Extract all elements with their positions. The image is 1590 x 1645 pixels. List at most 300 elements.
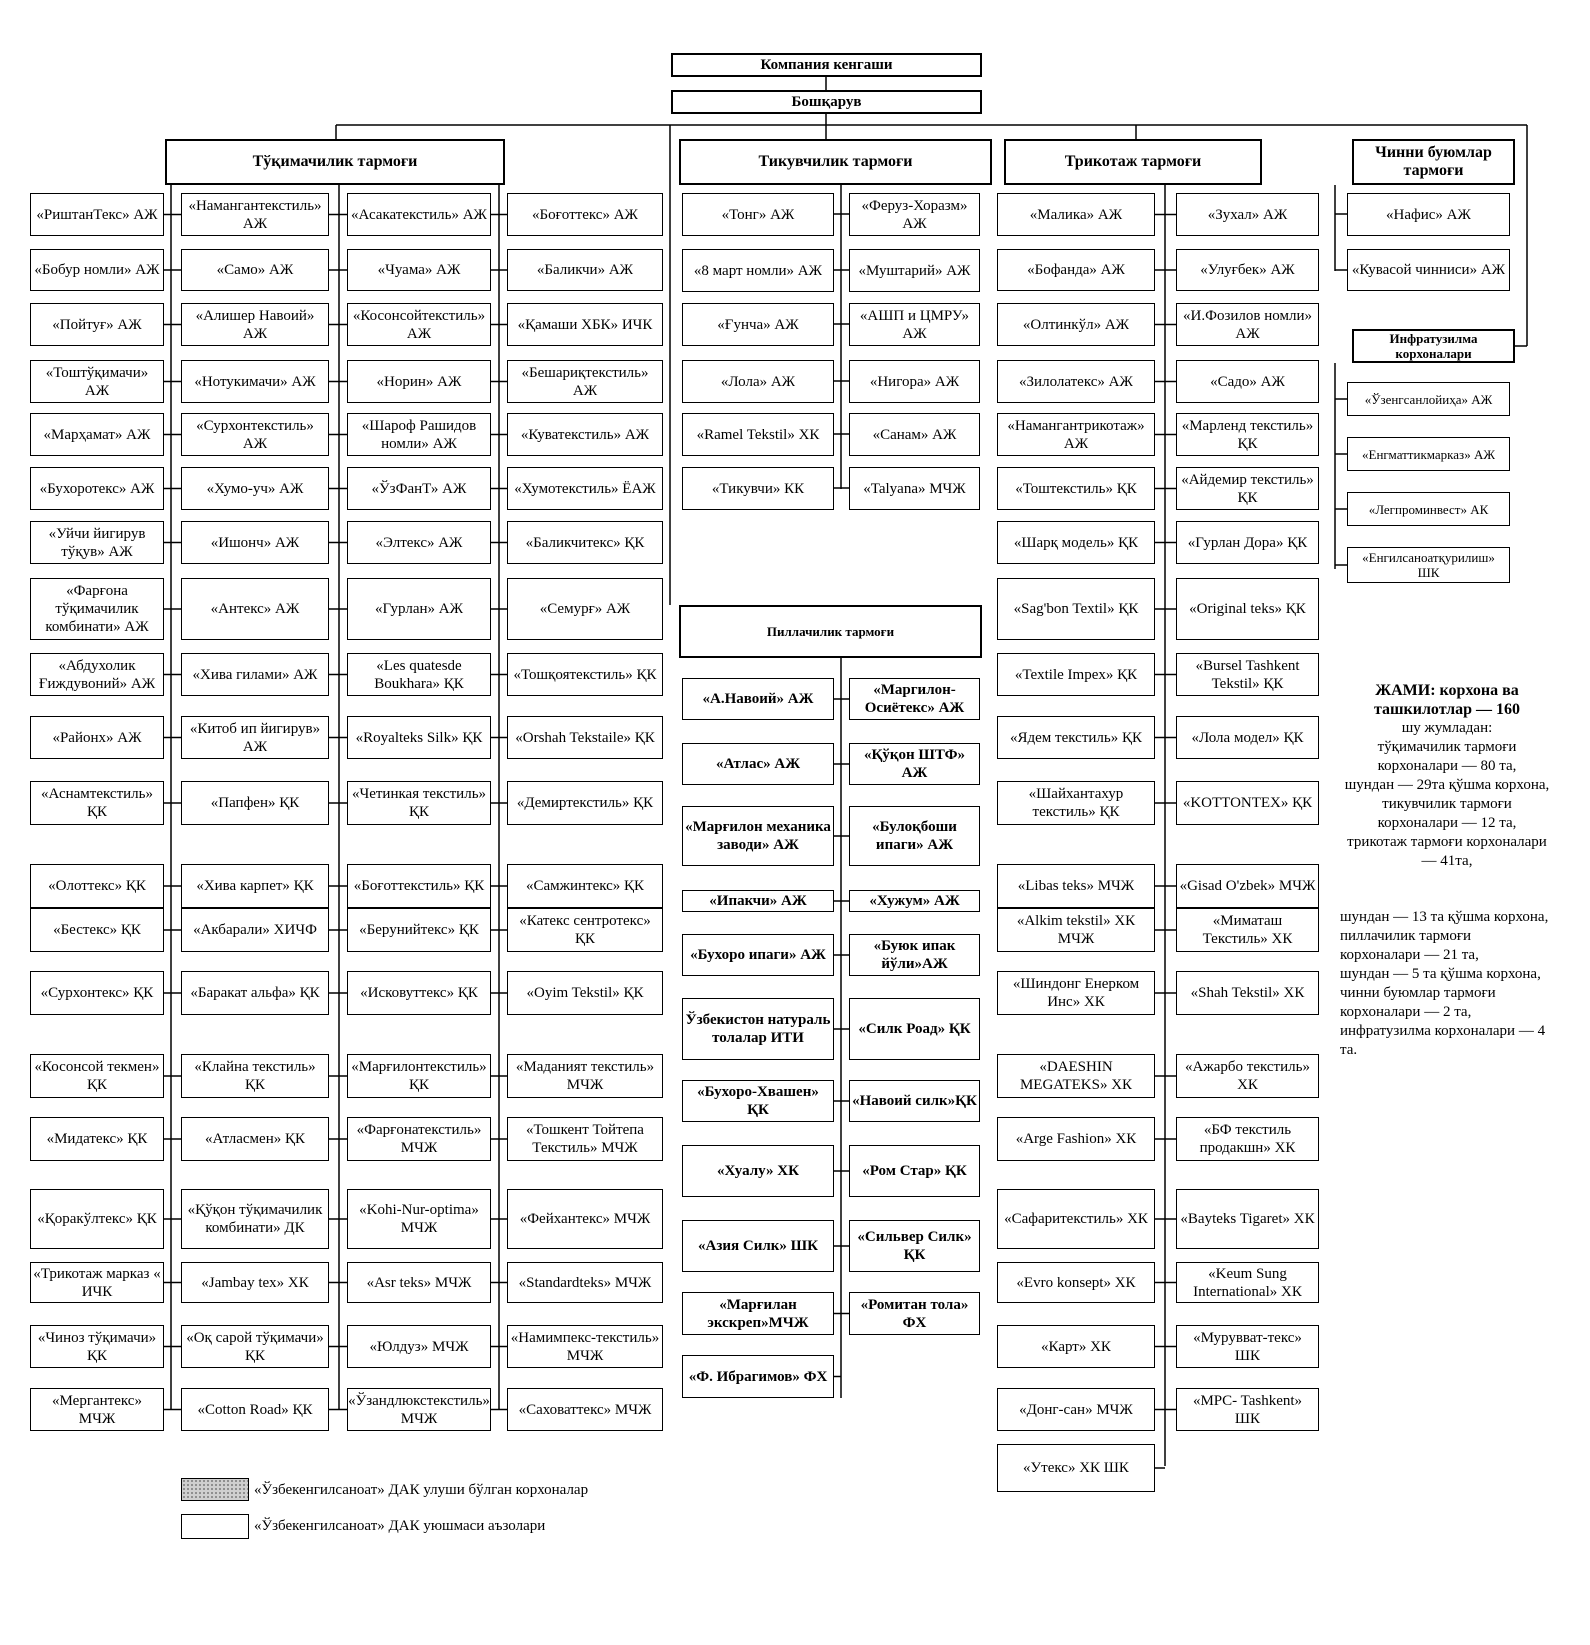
enterprise-box	[682, 467, 834, 510]
enterprise-label: «Сурхонтекс» ҚК	[40, 985, 154, 1001]
enterprise-label: «Карт» ХК	[1041, 1338, 1111, 1355]
enterprise-box	[997, 1325, 1155, 1368]
enterprise-box	[30, 864, 164, 908]
enterprise-box	[849, 1080, 980, 1122]
enterprise-label: «Папфен» ҚК	[210, 795, 300, 811]
enterprise-label: «Косонсой текмен» ҚК	[34, 1059, 160, 1093]
enterprise-box	[849, 467, 980, 510]
summary-line: шундан — 13 та қўшма корхона,	[1340, 909, 1549, 925]
enterprise-box	[682, 1145, 834, 1197]
enterprise-box	[1176, 1054, 1319, 1098]
enterprise-box	[181, 360, 329, 403]
enterprise-box	[181, 1117, 329, 1161]
enterprise-label: «Хужум» АЖ	[869, 893, 960, 909]
enterprise-box	[181, 467, 329, 510]
enterprise-box	[507, 653, 663, 696]
enterprise-label: «Ғунча» АЖ	[717, 316, 799, 333]
enterprise-box	[997, 578, 1155, 640]
enterprise-label: «Arge Fashion» ХК	[1015, 1131, 1137, 1147]
enterprise-label: «Легпроминвест» АК	[1368, 501, 1489, 517]
enterprise-label: «Bursel Tashkent Tekstil» ҚК	[1195, 657, 1300, 692]
enterprise-label: «8 март номли» АЖ	[693, 262, 823, 279]
enterprise-box	[30, 971, 164, 1015]
knitting-header: Трикотаж тармоғи	[1004, 139, 1262, 185]
enterprise-box	[682, 360, 834, 403]
enterprise-label: «Bayteks Tigaret» ХК	[1180, 1211, 1315, 1227]
summary-title: ЖАМИ: корхона ва ташкилотлар — 160	[1373, 682, 1521, 718]
enterprise-label: «Чиноз тўқимачи» ҚК	[37, 1329, 157, 1364]
enterprise-label: «Шарқ модель» ҚК	[1013, 534, 1139, 551]
enterprise-box	[1347, 547, 1510, 583]
enterprise-box	[997, 360, 1155, 403]
enterprise-label: «Самжинтекс» ҚК	[525, 878, 645, 894]
enterprise-label: «Олоттекс» ҚК	[48, 878, 146, 894]
enterprise-label: «Қўқон ШТФ» АЖ	[864, 747, 965, 781]
enterprise-label: «Семурғ» АЖ	[539, 601, 631, 617]
enterprise-box	[682, 1080, 834, 1122]
enterprise-label: «Енгилсаноатқурилиш» ШК	[1362, 550, 1495, 580]
enterprise-box	[347, 653, 491, 696]
enterprise-box	[682, 193, 834, 236]
enterprise-box	[682, 678, 834, 720]
enterprise-label: «Jambay tex» ХК	[201, 1274, 309, 1291]
enterprise-label: «DAESHIN MEGATEKS» ХК	[1019, 1059, 1133, 1093]
enterprise-label: «Мергантекс» МЧЖ	[52, 1392, 142, 1427]
enterprise-box	[1347, 382, 1510, 416]
enterprise-box	[1176, 864, 1319, 908]
enterprise-box	[30, 413, 164, 456]
enterprise-box	[849, 934, 980, 976]
enterprise-box	[682, 249, 834, 292]
enterprise-box	[997, 193, 1155, 236]
enterprise-label: «Ўзандлюкстекстиль» МЧЖ	[348, 1392, 490, 1427]
summary-totals	[1340, 681, 1551, 1060]
enterprise-label: «Акбарали» ХИЧФ	[193, 922, 317, 938]
enterprise-label: «Баракат альфа» ҚК	[190, 985, 320, 1001]
enterprise-label: «Гурлан Дора» ҚК	[1187, 534, 1308, 551]
enterprise-label: «Марғилон механика заводи» АЖ	[685, 819, 831, 853]
enterprise-label: «Нигора» АЖ	[869, 373, 960, 390]
enterprise-box	[1176, 781, 1319, 825]
enterprise-label: «Бобур номли» АЖ	[34, 262, 160, 278]
enterprise-box	[997, 249, 1155, 291]
enterprise-box	[507, 971, 663, 1015]
enterprise-label: «Фейхантекс» МЧЖ	[519, 1211, 651, 1227]
enterprise-box	[30, 1325, 164, 1368]
enterprise-box	[1176, 578, 1319, 640]
enterprise-label: «Намангантрикотаж» АЖ	[1007, 417, 1145, 452]
enterprise-label: «РиштанТекс» АЖ	[36, 206, 158, 223]
enterprise-label: «Тошкент Тойтепа Текстиль» МЧЖ	[526, 1122, 644, 1156]
enterprise-label: «Бухоротекс» АЖ	[39, 480, 155, 497]
enterprise-box	[682, 1292, 834, 1335]
enterprise-box	[997, 1262, 1155, 1303]
enterprise-label: «Феруз-Хоразм» АЖ	[861, 197, 968, 232]
enterprise-box	[347, 360, 491, 403]
enterprise-box	[997, 781, 1155, 825]
enterprise-box	[849, 1220, 980, 1272]
enterprise-label: «Лола модел» ҚК	[1191, 729, 1304, 746]
enterprise-box	[181, 1388, 329, 1431]
enterprise-label: «Четинкая текстиль» ҚК	[351, 786, 487, 820]
enterprise-label: «Original teks» ҚК	[1189, 601, 1306, 617]
enterprise-box	[347, 1054, 491, 1098]
enterprise-label: «Атласмен» ҚК	[204, 1131, 305, 1147]
enterprise-label: «Ramel Tekstil» ХК	[696, 426, 820, 443]
enterprise-box	[1176, 303, 1319, 346]
enterprise-box	[682, 413, 834, 456]
enterprise-box	[1176, 467, 1319, 510]
enterprise-box	[849, 998, 980, 1060]
legend-member-label: «Ўзбекенгилсаноат» ДАК уюшмаси аъзолари	[254, 1518, 546, 1534]
enterprise-label: «Нафис» АЖ	[1386, 206, 1471, 223]
summary-line: пиллачилик тармоғи корхоналари — 21 та,	[1340, 928, 1479, 963]
enterprise-box	[1176, 653, 1319, 696]
enterprise-box	[507, 249, 663, 291]
enterprise-label: «Alkim tekstil» ХК МЧЖ	[1016, 913, 1136, 947]
enterprise-box	[347, 1325, 491, 1368]
enterprise-label: «А.Навоий» АЖ	[702, 691, 814, 707]
summary-line: чинни буюмлар тармоғи корхоналари — 2 та,	[1340, 985, 1496, 1020]
enterprise-label: «Хумотекстиль» ЁАЖ	[514, 480, 656, 497]
enterprise-box	[347, 249, 491, 291]
enterprise-label: «Оқ сарой тўқимачи» ҚК	[186, 1329, 324, 1364]
enterprise-box	[181, 249, 329, 291]
enterprise-label: «Китоб ип йигирув» АЖ	[189, 720, 321, 755]
enterprise-label: «Исковуттекс» ҚК	[360, 985, 478, 1001]
enterprise-label: «Oyim Tekstil» ҚК	[526, 985, 644, 1001]
enterprise-label: «Садо» АЖ	[1210, 373, 1285, 390]
enterprise-label: «Хуалу» ХК	[717, 1163, 799, 1179]
enterprise-label: «Sag'bon Textil» ҚК	[1013, 601, 1139, 617]
enterprise-box	[849, 360, 980, 403]
enterprise-box	[347, 578, 491, 640]
enterprise-box	[30, 716, 164, 759]
summary-line: шу жумладан:	[1401, 720, 1493, 736]
enterprise-box	[849, 1292, 980, 1335]
enterprise-box	[507, 781, 663, 825]
enterprise-label: «Юлдуз» МЧЖ	[369, 1338, 469, 1355]
enterprise-label: «Марғилан экскреп»МЧЖ	[707, 1296, 809, 1331]
enterprise-label: «Keum Sung International» ХК	[1193, 1265, 1302, 1300]
enterprise-label: «Асакатекстиль» АЖ	[350, 206, 487, 223]
enterprise-box	[30, 1262, 164, 1303]
enterprise-label: «Демиртекстиль» ҚК	[516, 795, 654, 811]
enterprise-box	[30, 1388, 164, 1431]
enterprise-box	[1176, 193, 1319, 236]
enterprise-label: «Маргилон-Осиётекс» АЖ	[864, 682, 965, 716]
enterprise-label: «Гурлан» АЖ	[374, 601, 464, 617]
enterprise-label: «Talyana» МЧЖ	[863, 480, 966, 497]
enterprise-label: «Лола» АЖ	[720, 373, 796, 390]
enterprise-label: «Намангантекстиль» АЖ	[188, 197, 322, 232]
enterprise-label: «Само» АЖ	[216, 262, 294, 278]
enterprise-label: «Сурхонтекстиль» АЖ	[196, 417, 314, 452]
enterprise-box	[849, 1145, 980, 1197]
enterprise-box	[30, 193, 164, 236]
enterprise-label: «Куватекстиль» АЖ	[520, 426, 650, 443]
enterprise-label: «Алишер Навоий» АЖ	[195, 307, 315, 342]
enterprise-box	[347, 1117, 491, 1161]
enterprise-box	[30, 521, 164, 564]
enterprise-label: «Пойтуғ» АЖ	[52, 316, 142, 333]
enterprise-label: «Азия Силк» ШК	[698, 1238, 818, 1254]
enterprise-box	[682, 934, 834, 976]
enterprise-label: «Утекс» ХК ШК	[1023, 1460, 1129, 1476]
enterprise-label: «Asr teks» МЧЖ	[366, 1274, 472, 1291]
enterprise-box	[1176, 908, 1319, 952]
enterprise-label: «Мидатекс» ҚК	[46, 1131, 148, 1147]
enterprise-box	[997, 971, 1155, 1015]
enterprise-box	[849, 890, 980, 912]
enterprise-label: «БФ текстиль продакшн» ХК	[1199, 1122, 1296, 1156]
enterprise-box	[30, 781, 164, 825]
enterprise-box	[997, 653, 1155, 696]
legend-member-swatch	[181, 1514, 249, 1539]
enterprise-box	[347, 864, 491, 908]
enterprise-box	[30, 303, 164, 346]
enterprise-box	[181, 1325, 329, 1368]
enterprise-label: «Kohi-Nur-optima» МЧЖ	[359, 1202, 479, 1236]
enterprise-label: «Фарғона тўқимачилик комбинати» АЖ	[45, 583, 149, 635]
enterprise-label: «Ядем текстиль» ҚК	[1010, 729, 1142, 746]
enterprise-box	[997, 1189, 1155, 1249]
enterprise-label: «Марленд текстиль» ҚК	[1181, 417, 1314, 452]
enterprise-label: «Бухоро ипаги» АЖ	[690, 947, 826, 963]
enterprise-label: «Шиндонг Енерком Инс» ХК	[1012, 976, 1140, 1010]
enterprise-label: «Донг-сан» МЧЖ	[1019, 1401, 1133, 1418]
enterprise-box	[507, 1189, 663, 1249]
enterprise-box	[997, 413, 1155, 456]
enterprise-label: «Бофанда» АЖ	[1027, 262, 1125, 278]
enterprise-label: «Ром Стар» ҚК	[862, 1163, 967, 1179]
enterprise-label: «Косонсойтекстиль» АЖ	[352, 307, 486, 342]
enterprise-label: «И.Фозилов номли» АЖ	[1183, 307, 1312, 342]
enterprise-box	[181, 578, 329, 640]
enterprise-box	[347, 716, 491, 759]
enterprise-box	[1176, 1325, 1319, 1368]
enterprise-box	[1347, 492, 1510, 526]
summary-lines-2	[1340, 908, 1551, 1060]
enterprise-box	[347, 193, 491, 236]
enterprise-box	[849, 193, 980, 236]
enterprise-box	[1176, 1262, 1319, 1303]
enterprise-box	[997, 1117, 1155, 1161]
enterprise-label: Ўзбекистон натураль толалар ИТИ	[685, 1012, 831, 1046]
enterprise-box	[507, 521, 663, 564]
enterprise-box	[1176, 1189, 1319, 1249]
enterprise-label: «ЎзФанТ» АЖ	[371, 480, 467, 497]
enterprise-box	[181, 521, 329, 564]
enterprise-box	[30, 908, 164, 952]
summary-lines	[1343, 719, 1551, 871]
enterprise-box	[30, 360, 164, 403]
company-council-box: Компания кенгаши	[671, 53, 982, 77]
enterprise-box	[181, 971, 329, 1015]
sewing-header: Тикувчилик тармоғи	[679, 139, 992, 185]
enterprise-label: «Evro konsept» ХК	[1016, 1274, 1136, 1291]
enterprise-box	[181, 653, 329, 696]
enterprise-box	[849, 249, 980, 292]
enterprise-label: «Атлас» АЖ	[715, 756, 801, 772]
enterprise-label: «Қўқон тўқимачилик комбинати» ДК	[187, 1202, 323, 1236]
enterprise-box	[507, 716, 663, 759]
enterprise-box	[997, 467, 1155, 510]
enterprise-box	[507, 413, 663, 456]
weaving-header: Тўқимачилик тармоғи	[165, 139, 505, 185]
enterprise-box	[1347, 193, 1510, 236]
enterprise-label: «Буюк ипак йўли»АЖ	[873, 938, 956, 972]
enterprise-box	[849, 678, 980, 720]
enterprise-box	[347, 1189, 491, 1249]
enterprise-label: «Тоштекстиль» ҚК	[1015, 480, 1137, 497]
enterprise-box	[507, 1388, 663, 1431]
enterprise-box	[507, 1054, 663, 1098]
summary-line: тикувчилик тармоғи корхоналари — 12 та,	[1377, 796, 1517, 831]
legend-share-label: «Ўзбекенгилсаноат» ДАК улуши бўлган корхоналар	[254, 1482, 589, 1498]
enterprise-label: «Трикотаж марказ « ИЧК	[33, 1265, 161, 1300]
enterprise-label: «Тошқоятекстиль» ҚК	[513, 666, 657, 683]
enterprise-box	[507, 578, 663, 640]
enterprise-box	[347, 413, 491, 456]
enterprise-box	[507, 1262, 663, 1303]
enterprise-label: «Шароф Рашидов номли» АЖ	[361, 417, 477, 452]
enterprise-box	[1347, 437, 1510, 471]
enterprise-label: «Боғоттекстиль» ҚК	[353, 878, 485, 894]
enterprise-label: «Orshah Tekstaile» ҚК	[515, 729, 655, 746]
enterprise-label: «Аснамтекстиль» ҚК	[41, 786, 153, 820]
enterprise-box	[997, 521, 1155, 564]
enterprise-box	[507, 193, 663, 236]
enterprise-label: «Сафаритекстиль» ХК	[1004, 1211, 1148, 1227]
enterprise-box	[347, 971, 491, 1015]
enterprise-box	[849, 806, 980, 866]
enterprise-label: «Олтинкўл» АЖ	[1022, 316, 1130, 333]
enterprise-box	[507, 303, 663, 346]
board-box: Бошқарув	[671, 90, 982, 114]
summary-line: тўқимачилик тармоғи корхоналари — 80 та,	[1377, 739, 1517, 774]
enterprise-label: «Норин» АЖ	[376, 373, 462, 390]
enterprise-box	[682, 998, 834, 1060]
enterprise-label: «АШП и ЦМРУ» АЖ	[859, 307, 970, 342]
summary-line: шундан — 29та қўшма корхона,	[1344, 777, 1550, 793]
enterprise-box	[1176, 249, 1319, 291]
enterprise-label: «Хива карпет» ҚК	[196, 878, 314, 894]
enterprise-box	[997, 864, 1155, 908]
enterprise-label: «Тонг» АЖ	[721, 206, 795, 223]
enterprise-box	[507, 864, 663, 908]
enterprise-label: «Силк Роад» ҚК	[858, 1021, 971, 1037]
summary-line: инфратузилма корхоналари — 4 та.	[1340, 1023, 1546, 1058]
enterprise-label: «Textile Impex» ҚК	[1014, 666, 1138, 683]
porcelain-header: Чинни буюмлар тармоғи	[1352, 139, 1515, 185]
enterprise-label: «Ф. Ибрагимов» ФХ	[688, 1368, 828, 1385]
enterprise-box	[181, 1262, 329, 1303]
enterprise-label: «Саховаттекс» МЧЖ	[518, 1401, 652, 1418]
enterprise-box	[347, 908, 491, 952]
enterprise-label: «Уйчи йигирув тўқув» АЖ	[48, 525, 146, 560]
enterprise-label: «Боғоттекс» АЖ	[532, 206, 638, 223]
enterprise-label: «Муштарий» АЖ	[858, 262, 971, 279]
enterprise-box	[1176, 413, 1319, 456]
enterprise-label: «Элтекс» АЖ	[375, 534, 463, 551]
enterprise-label: «Марғилонтекстиль» ҚК	[351, 1059, 487, 1093]
enterprise-box	[507, 1117, 663, 1161]
enterprise-label: «Shah Tekstil» ХК	[1190, 985, 1305, 1001]
enterprise-box	[347, 467, 491, 510]
enterprise-label: «Енгматтикмарказ» АЖ	[1362, 446, 1495, 462]
enterprise-label: «Фарғонатекстиль» МЧЖ	[356, 1122, 482, 1156]
enterprise-label: «Берунийтекс» ҚК	[359, 922, 479, 938]
enterprise-box	[181, 303, 329, 346]
enterprise-box	[181, 413, 329, 456]
enterprise-label: «Баликчитекс» ҚК	[525, 534, 645, 551]
enterprise-box	[1176, 521, 1319, 564]
enterprise-label: «Зилолатекс» АЖ	[1019, 373, 1133, 390]
enterprise-label: «Булоқбоши ипаги» АЖ	[872, 819, 957, 853]
legend-share-swatch	[181, 1478, 249, 1501]
enterprise-label: «Тоштўқимачи» АЖ	[45, 364, 149, 399]
enterprise-label: «Баликчи» АЖ	[536, 262, 634, 278]
enterprise-box	[682, 303, 834, 346]
enterprise-box	[1347, 249, 1510, 291]
silk-header: Пиллачилик тармоғи	[679, 605, 982, 658]
enterprise-label: «Катекс сентротекс» ҚК	[519, 913, 651, 947]
enterprise-label: «Зухал» АЖ	[1207, 206, 1288, 223]
enterprise-box	[997, 303, 1155, 346]
enterprise-box	[997, 1054, 1155, 1098]
enterprise-box	[30, 578, 164, 640]
enterprise-label: «Клайна текстиль» ҚК	[194, 1059, 316, 1093]
enterprise-label: «Gisad O'zbek» МЧЖ	[1179, 878, 1316, 894]
enterprise-box	[997, 716, 1155, 759]
enterprise-box	[997, 1388, 1155, 1431]
enterprise-label: «Ипакчи» АЖ	[709, 893, 807, 909]
enterprise-box	[507, 467, 663, 510]
enterprise-label: «Бешариқтекстиль» АЖ	[521, 364, 649, 399]
enterprise-label: «Санам» АЖ	[872, 426, 957, 443]
enterprise-box	[30, 653, 164, 696]
enterprise-label: «Ромитан тола» ФХ	[860, 1296, 969, 1331]
enterprise-box	[181, 864, 329, 908]
enterprise-label: «Антекс» АЖ	[210, 601, 300, 617]
enterprise-box	[347, 781, 491, 825]
enterprise-label: «Royalteks Silk» ҚК	[355, 729, 483, 746]
enterprise-box	[1176, 360, 1319, 403]
enterprise-label: «Улуғбек» АЖ	[1200, 262, 1295, 278]
enterprise-box	[997, 908, 1155, 952]
summary-line: шундан — 5 та қўшма корхона,	[1340, 966, 1541, 982]
enterprise-label: «Ишонч» АЖ	[210, 534, 300, 551]
enterprise-label: «Маданият текстиль» МЧЖ	[515, 1059, 655, 1093]
enterprise-label: «Навоий силк»ҚК	[852, 1093, 977, 1109]
enterprise-label: «Libas teks» МЧЖ	[1017, 878, 1135, 894]
enterprise-label: «Бухоро-Хвашен» ҚК	[697, 1084, 819, 1118]
enterprise-label: «Хива гилами» АЖ	[192, 666, 318, 683]
enterprise-box	[30, 249, 164, 291]
infra-header: Инфратузилма корхоналари	[1352, 329, 1515, 363]
enterprise-label: «Cotton Road» ҚК	[197, 1401, 313, 1418]
enterprise-label: «Марҳамат» АЖ	[43, 426, 151, 443]
enterprise-label: «Сильвер Силк» ҚК	[857, 1229, 972, 1263]
enterprise-label: «Қоракўлтекс» ҚК	[37, 1211, 157, 1227]
enterprise-label: «MPC- Tashkent» ШК	[1192, 1392, 1303, 1427]
enterprise-box	[682, 890, 834, 912]
enterprise-label: «Абдухолик Ғиждувоний» АЖ	[38, 657, 156, 692]
enterprise-box	[181, 1054, 329, 1098]
enterprise-box	[30, 1117, 164, 1161]
enterprise-label: «Айдемир текстиль» ҚК	[1181, 471, 1314, 506]
